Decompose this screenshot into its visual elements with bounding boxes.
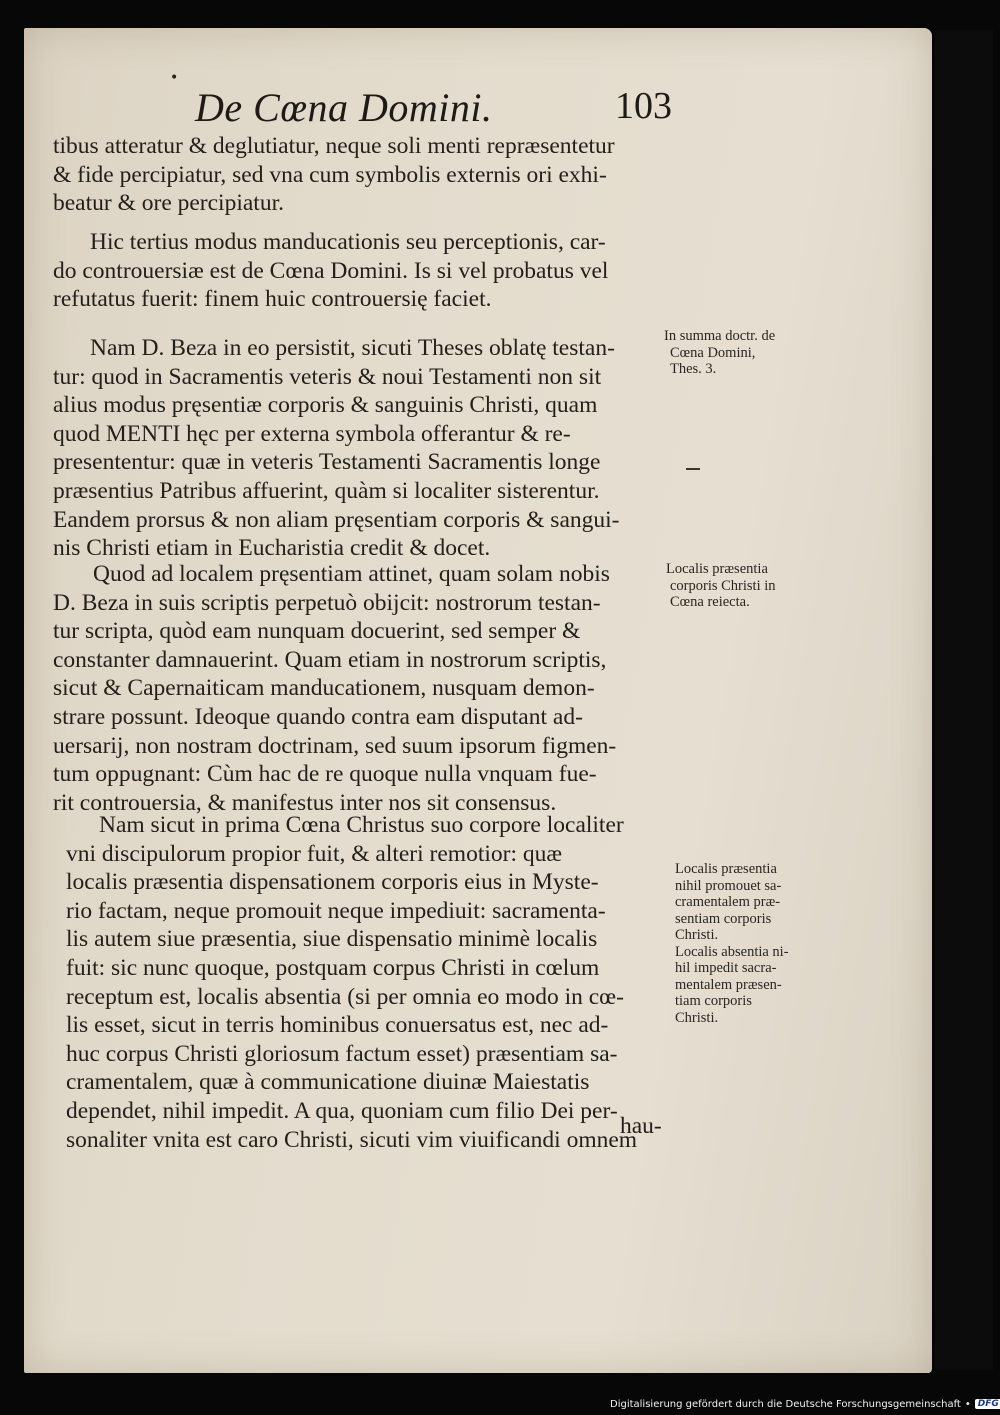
footer-text: Digitalisierung gefördert durch die Deutsche Forschungsgemeinschaft (610, 1398, 961, 1410)
running-title: De Cœna Domini. (195, 85, 493, 130)
margin-note-line: hil impedit sacra- (675, 960, 777, 976)
margin-note-line: Thes. 3. (670, 361, 717, 377)
margin-note-line: cramentalem præ- (675, 894, 781, 910)
margin-note-line: Cœna Domini, (670, 344, 756, 361)
text-line: tur scripta, quòd eam nunquam docuerint, sed semper & (53, 618, 581, 645)
text-line: Nam D. Beza in eo persistit, sicuti Theses oblatę testan- (90, 335, 615, 361)
margin-dash (686, 468, 700, 470)
margin-note-line: mentalem præsen- (675, 976, 782, 993)
text-line: do controuersiæ est de Cœna Domini. Is si vel probatus vel (53, 257, 609, 284)
text-line: refutatus fuerit: finem huic controuersię faciet. (53, 286, 492, 313)
text-line: quod MENTI hęc per externa symbola offerantur & re- (53, 420, 571, 447)
page-number: 103 (615, 85, 672, 127)
text-line: tum oppugnant: Cùm hac de re quoque nulla vnquam fue- (53, 761, 597, 788)
text-line: alius modus pręsentiæ corporis & sanguinis Christi, quam (53, 392, 598, 419)
text-line: Nam sicut in prima Cœna Christus suo corpore localiter (99, 812, 624, 838)
text-line: strare possunt. Ideoque quando contra eam disputant ad- (53, 703, 583, 730)
text-line: constanter damnauerint. Quam etiam in nostrorum scriptis, (53, 646, 607, 673)
margin-note-1 (664, 328, 775, 378)
text-line: fuit: sic nunc quoque, postquam corpus Christi in cœlum (66, 954, 600, 981)
text-line: uersarij, non nostram doctrinam, sed suum ipsorum figmen- (53, 732, 617, 759)
text-line: sonaliter vnita est caro Christi, sicuti vim viuificandi omnem (66, 1126, 638, 1153)
printer-mark: • (170, 70, 179, 86)
text-line: rit controuersia, & manifestus inter nos sit consensus. (53, 789, 557, 816)
margin-note-line: Christi. (675, 927, 719, 943)
text-line: tur: quod in Sacramentis veteris & noui Testamenti non sit (53, 363, 602, 390)
running-header (195, 84, 672, 134)
dfg-logo-icon: DFG (975, 1399, 1000, 1409)
paragraph-1 (53, 132, 615, 218)
text-line: rio factam, neque promouit neque impediuit: sacramenta- (66, 897, 606, 924)
text-line: tibus atteratur & deglutiatur, neque soli menti repræsentetur (53, 133, 615, 159)
text-line: D. Beza in suis scriptis perpetuò obijcit: nostrorum testan- (53, 589, 601, 616)
text-line: huc corpus Christi gloriosum factum esset) præsentiam sa- (66, 1040, 618, 1067)
margin-note-line: Localis absentia ni- (675, 943, 789, 960)
text-line: & fide percipiatur, sed vna cum symbolis externis ori exhi- (53, 161, 607, 188)
margin-note-line: Christi. (675, 1009, 719, 1026)
margin-note-2 (666, 561, 776, 611)
text-line: localis præsentia dispensationem corporis eius in Myste- (66, 869, 599, 896)
margin-note-line: Localis præsentia (675, 861, 777, 877)
text-line: lis autem siue præsentia, siue dispensatio minimè localis (66, 926, 598, 953)
catchword: hau- (620, 1113, 662, 1139)
margin-note-line: In summa doctr. de (664, 328, 776, 344)
text-line: præsentius Patribus affuerint, quàm si localiter sisterentur. (53, 477, 600, 504)
text-line: vni discipulorum propior fuit, & alteri remotior: quæ (66, 840, 563, 867)
margin-note-line: sentiam corporis (675, 910, 772, 927)
paragraph-4 (53, 560, 616, 817)
text-line: beatur & ore percipiatur. (53, 190, 284, 217)
text-line: dependet, nihil impedit. A qua, quoniam cum filio Dei per- (66, 1097, 618, 1124)
text-line: presententur: quæ in veteris Testamenti Sacramentis longe (53, 449, 601, 476)
text-line: sicut & Capernaiticam manducationem, nusquam demon- (53, 675, 595, 702)
text-line: cramentalem, quæ à communicatione diuinæ Maiestatis (66, 1069, 590, 1096)
margin-note-line: Cœna reiecta. (670, 594, 750, 610)
paragraph-5 (66, 811, 637, 1154)
paragraph-3 (53, 334, 619, 563)
text-line: lis esset, sicut in terris hominibus conuersatus est, nec ad- (66, 1012, 609, 1039)
margin-note-line: tiam corporis (675, 993, 752, 1009)
margin-note-line: corporis Christi in (670, 577, 776, 594)
scan-edge (935, 30, 993, 1370)
text-line: Hic tertius modus manducationis seu perceptionis, car- (90, 229, 606, 255)
margin-note-line: nihil promouet sa- (675, 877, 782, 894)
paragraph-2 (53, 228, 608, 314)
text-line: nis Christi etiam in Eucharistia credit & docet. (53, 535, 491, 562)
text-line: Quod ad localem pręsentiam attinet, quam solam nobis (93, 561, 610, 587)
footer-separator: • (964, 1398, 971, 1410)
text-line: Eandem prorsus & non aliam pręsentiam corporis & sangui- (53, 506, 620, 533)
text-line: receptum est, localis absentia (si per omnia eo modo in cœ- (66, 983, 624, 1010)
margin-note-line: Localis præsentia (666, 561, 768, 577)
funding-footer (610, 1396, 1000, 1412)
margin-note-3 (675, 861, 789, 1026)
